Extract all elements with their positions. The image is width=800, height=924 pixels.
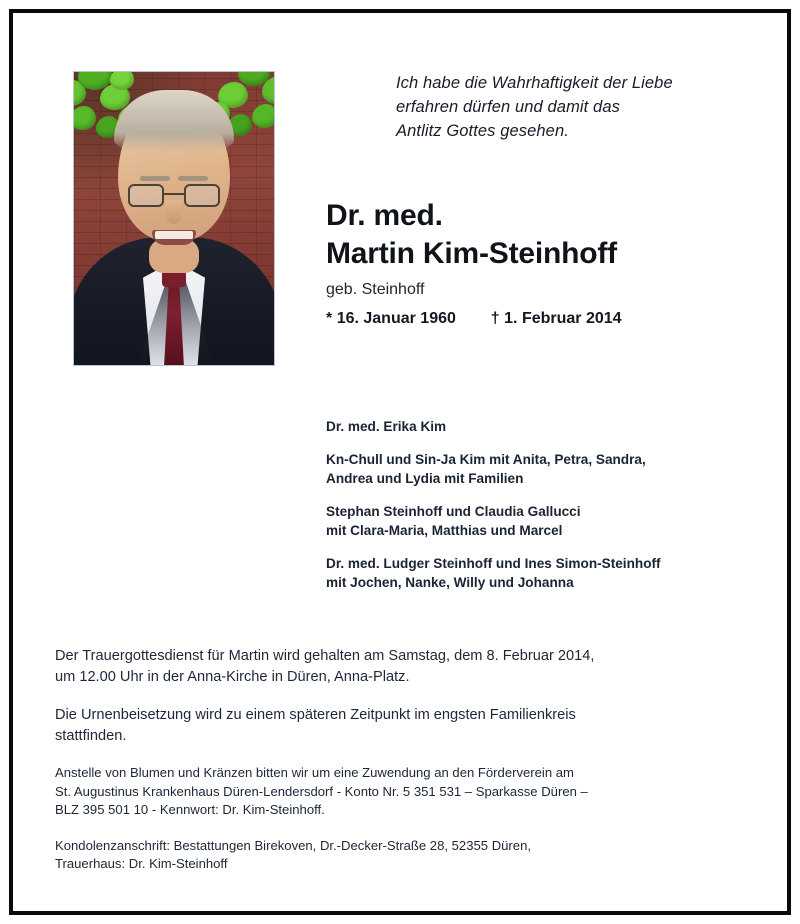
eyeglass-lens-left (128, 184, 164, 207)
family-group (326, 417, 781, 436)
service-line: um 12.00 Uhr in der Anna-Kirche in Düren, Anna-Platz. (55, 669, 410, 685)
eyeglass-lens-right (184, 184, 220, 207)
family-line: Kn-Chull und Sin-Ja Kim mit Anita, Petra, Sandra, (326, 452, 646, 467)
death-date: 1. Februar 2014 (504, 310, 622, 327)
family-line: Dr. med. Ludger Steinhoff und Ines Simon-Steinhoff (326, 556, 661, 571)
service-details (55, 646, 771, 874)
donation-paragraph (55, 764, 771, 820)
eyebrow-left (140, 176, 170, 181)
family-group (326, 554, 781, 592)
donation-line: St. Augustinus Krankenhaus Düren-Lendersdorf - Konto Nr. 5 351 531 – Sparkasse Düren – (55, 783, 588, 799)
donation-line: Anstelle von Blumen und Kränzen bitten wir um eine Zuwendung an den Förderverein am (55, 765, 574, 780)
family-line: Andrea und Lydia mit Familien (326, 471, 524, 486)
eyeglass-bridge (164, 193, 184, 195)
condolence-paragraph (55, 837, 771, 874)
teeth (155, 231, 193, 239)
family-line: mit Clara-Maria, Matthias und Marcel (326, 523, 563, 538)
deceased-name: Martin Kim-Steinhoff (326, 237, 617, 270)
condolence-line: Kondolenzanschrift: Bestattungen Birekoven, Dr.-Decker-Straße 28, 52355 Düren, (55, 837, 531, 853)
funeral-service-paragraph (55, 646, 771, 688)
burial-paragraph (55, 705, 771, 747)
birth-symbol-icon: * (326, 310, 333, 327)
epigraph-quotation (396, 71, 766, 143)
smiling-mouth (152, 230, 196, 245)
deceased-name-block (326, 197, 766, 331)
family-group (326, 450, 781, 488)
notice-border-frame (9, 9, 791, 915)
epigraph-line: erfahren dürfen und damit das (396, 98, 620, 116)
family-line: Dr. med. Erika Kim (326, 419, 447, 434)
surviving-family-list (326, 417, 781, 592)
family-line: mit Jochen, Nanke, Willy und Johanna (326, 575, 574, 590)
life-dates (326, 307, 766, 331)
family-group (326, 502, 781, 540)
condolence-line: Trauerhaus: Dr. Kim-Steinhoff (55, 856, 228, 871)
service-line: Der Trauergottesdienst für Martin wird gehalten am Samstag, dem 8. Februar 2014, (55, 648, 595, 664)
epigraph-line: Ich habe die Wahrhaftigkeit der Liebe (396, 74, 673, 92)
eyebrow-right (178, 176, 208, 181)
family-line: Stephan Steinhoff und Claudia Gallucci (326, 504, 581, 519)
donation-line: BLZ 395 501 10 - Kennwort: Dr. Kim-Steinhoff. (55, 802, 325, 817)
deceased-title: Dr. med. (326, 199, 443, 232)
death-symbol-icon: † (490, 310, 500, 327)
deceased-born-name: geb. Steinhoff (326, 281, 425, 298)
nose (166, 200, 183, 224)
photo-scene (74, 72, 274, 365)
burial-line: stattfinden. (55, 728, 127, 744)
portrait-photo (73, 71, 275, 366)
burial-line: Die Urnenbeisetzung wird zu einem späteren Zeitpunkt im engsten Familienkreis (55, 707, 576, 723)
epigraph-line: Antlitz Gottes gesehen. (396, 122, 569, 140)
birth-date: 16. Januar 1960 (336, 310, 456, 327)
